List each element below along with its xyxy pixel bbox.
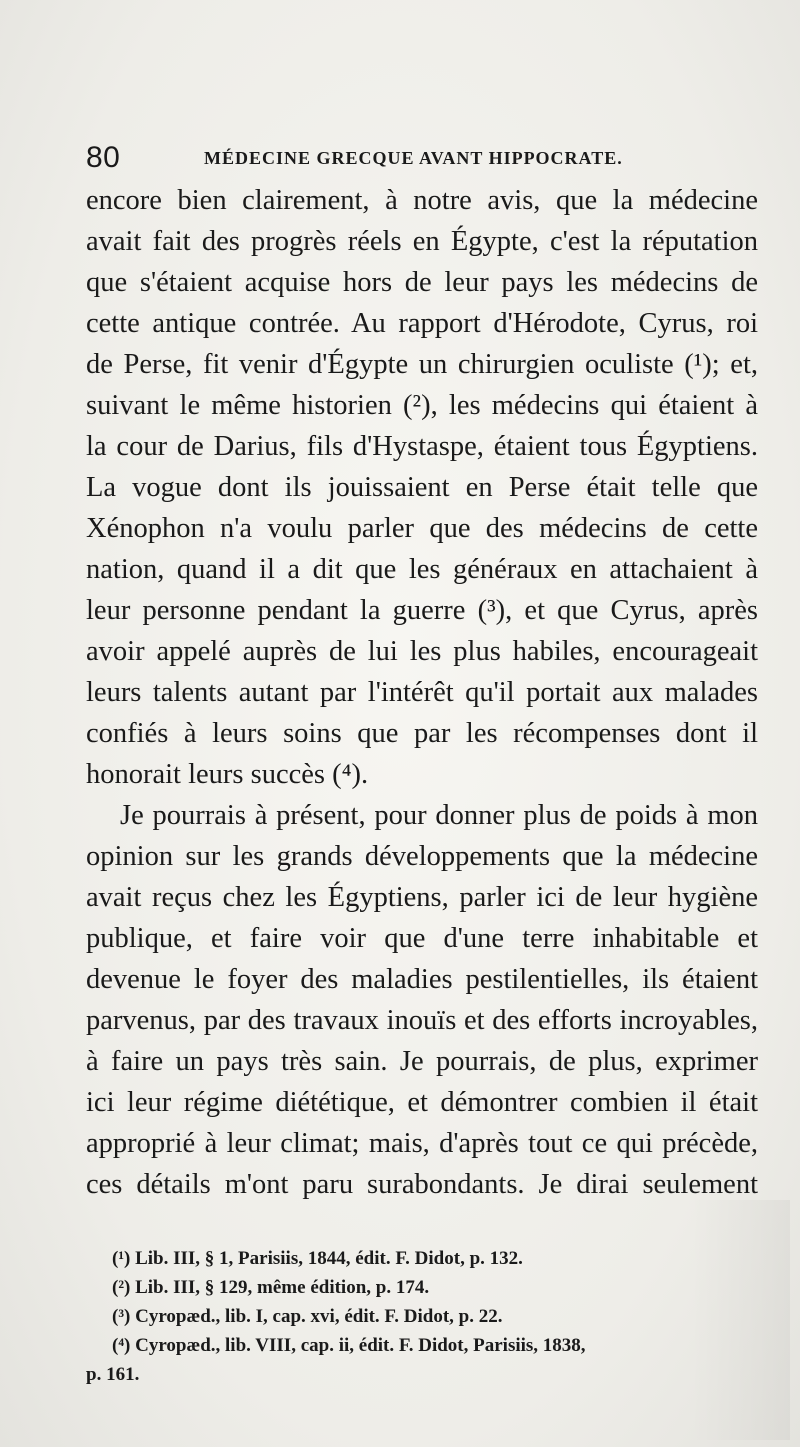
text-line: ces détails m'ont paru surabondants. Je dirai seulement	[86, 1169, 758, 1200]
footnote: (⁴) Cyropæd., lib. VIII, cap. ii, édit. F. Didot, Parisiis, 1838,	[112, 1335, 586, 1356]
text-line: de Perse, fit venir d'Égypte un chirurgien oculiste (¹); et,	[86, 349, 758, 380]
text-line: La vogue dont ils jouissaient en Perse était telle que	[86, 472, 758, 503]
text-line: leur personne pendant la guerre (³), et que Cyrus, après	[86, 595, 758, 626]
text-line: cette antique contrée. Au rapport d'Hérodote, Cyrus, roi	[86, 308, 758, 339]
page-header	[86, 140, 756, 180]
text-line: avait fait des progrès réels en Égypte, c'est la réputation	[86, 226, 758, 257]
text-line: Xénophon n'a voulu parler que des médecins de cette	[86, 513, 758, 544]
body-text	[86, 180, 758, 1205]
text-line: devenue le foyer des maladies pestilentielles, ils étaient	[86, 964, 758, 995]
text-line: confiés à leurs soins que par les récompenses dont il	[86, 718, 758, 749]
text-line: Je pourrais à présent, pour donner plus de poids à mon	[120, 800, 758, 831]
footnotes	[86, 1244, 758, 1389]
text-line: approprié à leur climat; mais, d'après tout ce qui précède,	[86, 1128, 758, 1159]
footnote-continuation: p. 161.	[86, 1364, 140, 1385]
footnote: (³) Cyropæd., lib. I, cap. xvi, édit. F. Didot, p. 22.	[112, 1306, 503, 1327]
text-line: nation, quand il a dit que les généraux en attachaient à	[86, 554, 758, 585]
text-line: avait reçus chez les Égyptiens, parler ici de leur hygiène	[86, 882, 758, 913]
footnote: (²) Lib. III, § 129, même édition, p. 174.	[112, 1277, 430, 1298]
text-line: leurs talents autant par l'intérêt qu'il portait aux malades	[86, 677, 758, 708]
page-number: 80	[86, 141, 121, 174]
text-line: encore bien clairement, à notre avis, que la médecine	[86, 185, 758, 216]
text-line: opinion sur les grands développements que la médecine	[86, 841, 758, 872]
text-line: la cour de Darius, fils d'Hystaspe, étaient tous Égyptiens.	[86, 431, 758, 462]
text-line: parvenus, par des travaux inouïs et des efforts incroyables,	[86, 1005, 758, 1036]
running-title: MÉDECINE GRECQUE AVANT HIPPOCRATE.	[204, 148, 623, 168]
text-line: publique, et faire voir que d'une terre inhabitable et	[86, 923, 758, 954]
text-line: à faire un pays très sain. Je pourrais, de plus, exprimer	[86, 1046, 758, 1077]
text-line: honorait leurs succès (⁴).	[86, 759, 369, 790]
footnote: (¹) Lib. III, § 1, Parisiis, 1844, édit. F. Didot, p. 132.	[112, 1248, 523, 1269]
bleed-through-shading	[690, 1200, 790, 1440]
text-line: avoir appelé auprès de lui les plus habiles, encourageait	[86, 636, 758, 667]
text-line: suivant le même historien (²), les médecins qui étaient à	[86, 390, 758, 421]
text-line: ici leur régime diététique, et démontrer combien il était	[86, 1087, 758, 1118]
text-line: que s'étaient acquise hors de leur pays les médecins de	[86, 267, 758, 298]
